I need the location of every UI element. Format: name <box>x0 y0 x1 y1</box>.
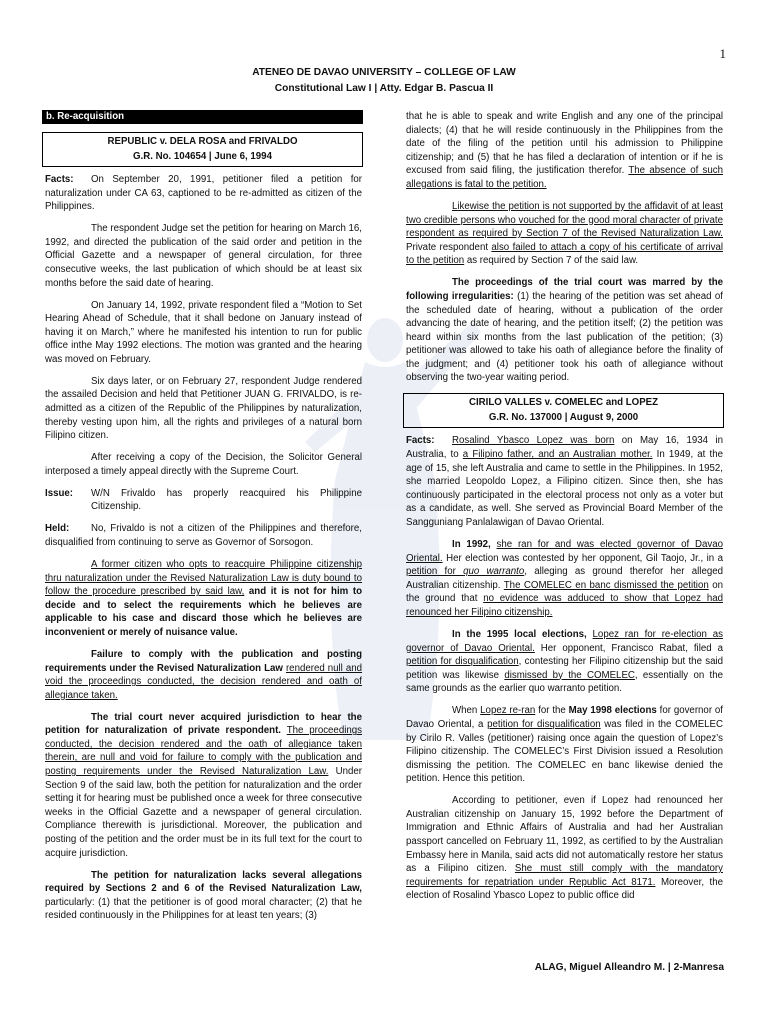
facts-paragraph <box>403 538 724 620</box>
bold-text: Failure to comply with the publication and posting requirements under the Revised Naturalization Law <box>45 648 362 674</box>
plain-text: that he is able to speak and write English and any one of the principal dialects; (4) that he will reside continuously in the Philippines from the date of the filing of the petition until his admission to Philippine citizenship; and (5) that he has filed a declaration of intention or if he is excused from said filing, the justification therefor. <box>406 111 723 177</box>
plain-text: , contesting her Filipino citizenship but the said petition was likewise <box>406 656 723 681</box>
plain-text: In 1949, at the age of 15, she left Australia and came to settle in the Philippines. In 1952, she married Leopoldo Lopez, a Filipino citizen. Since then, she has continuously participated in the electoral process not only as a voter but as a candidate, as well. She served as Provincial Board Member of the Sangguniang Panlalawigan of Davao Oriental. <box>406 449 723 529</box>
case-citation: G.R. No. 104654 | June 6, 1994 <box>133 150 272 162</box>
facts-label: Facts: <box>45 174 74 185</box>
page-number: 1 <box>719 46 726 61</box>
underlined-text: rendered null and void the proceedings conducted, the decision rendered and oath of allegiance taken. <box>45 662 363 701</box>
plain-text: as required by Section 7 of the said law. <box>464 255 639 267</box>
issue-text: W/N Frivaldo has properly reacquired his Philippine Citizenship. <box>91 487 362 513</box>
plain-text: for the <box>535 705 569 717</box>
ruling-paragraph <box>42 869 363 923</box>
facts-paragraph: Six days later, or on February 27, respondent Judge rendered the assailed Decision and held that Petitioner JUAN G. FRIVALDO, is re-admitted as a citizen of the Republic of the Philippines by naturalization, thereby vesting upon him, all the rights and privileges of a natural born Filipino citizen. <box>45 375 362 442</box>
case-citation: G.R. No. 137000 | August 9, 2000 <box>488 411 639 423</box>
page-header <box>0 65 768 96</box>
held-text: No, Frivaldo is not a citizen of the Philippines and therefore, disqualified from continuing to serve as Governor of Sorsogon. <box>45 523 362 548</box>
issue-paragraph <box>42 487 363 514</box>
plain-text: When <box>452 705 481 717</box>
plain-text: for governor of Davao Oriental, a <box>406 705 723 730</box>
underlined-text: Lopez re-ran <box>480 705 536 717</box>
underlined-text: The absence of such allegations is fatal to the petition. <box>406 165 723 190</box>
facts-text: On September 20, 1991, petitioner filed a petition for naturalization under CA 63, captioned to be re-admitted as citizen of the Philippines. <box>45 174 362 213</box>
left-column <box>42 110 363 931</box>
facts-paragraph <box>403 628 724 696</box>
facts-label: Facts: <box>406 435 435 447</box>
plain-text: particularly: (1) that the petitioner is of good moral character; (2) that he resided continuously in the Philippines for at least ten years; (3) <box>45 896 362 922</box>
facts-paragraph <box>403 434 724 529</box>
underlined-text: Lopez ran for re-election as governor of Davao Oriental. <box>406 628 723 654</box>
course-title: Constitutional Law I | Atty. Edgar B. Pascua II <box>274 82 494 94</box>
underlined-text: The proceedings conducted, the decision rendered and the oath of allegiance taken therein, are null and void for failure to comply with the publication and posting requirements under the Revised Naturalization Law. <box>45 725 362 778</box>
underlined-text <box>406 566 524 577</box>
plain-text: Her opponent, Francisco Rabat, filed a <box>534 642 723 654</box>
underlined-text: no evidence was adduced to show that Lopez had renounced her Filipino citizenship. <box>406 593 723 618</box>
issue-label: Issue: <box>45 487 73 499</box>
held-paragraph <box>42 522 363 549</box>
underlined-text: petition for disqualification <box>487 718 601 730</box>
underlined-text: petition for disqualification <box>406 656 519 668</box>
plain-text: , essentially on the same grounds as the earlier quo warranto petition. <box>406 669 723 695</box>
underlined-text: She must still comply with the mandatory requirements for repatriation under Republic Act 8171. <box>406 863 723 888</box>
case-title: REPUBLIC v. DELA ROSA and FRIVALDO <box>107 136 298 147</box>
ruling-paragraph <box>42 558 363 640</box>
bold-text: The proceedings of the trial court was marred by the following irregularities: <box>406 277 723 302</box>
underlined-text: Rosalind Ybasco Lopez was born <box>452 435 615 447</box>
facts-paragraph <box>403 704 724 786</box>
underlined-text: petition for <box>406 566 464 578</box>
ruling-paragraph <box>403 200 724 268</box>
underlined-text: she ran for and was elected governor of Davao Oriental. <box>406 539 723 564</box>
underlined-text: also failed to attach a copy of his certificate of arrival to the petition <box>406 241 723 267</box>
bold-text: May 1998 elections <box>568 705 657 717</box>
bold-text: and it is not for him to decide and to select the requirements which he believes are applicable to his case and discard those which he believes are inconvenient or merely of nuisance value. <box>45 586 362 638</box>
underlined-text: A former citizen who opts to reacquire Philippine citizenship thru naturalization under the Revised Naturalization Law is duty bound to follow the procedure prescribed by said law, <box>45 558 362 598</box>
ruling-paragraph <box>42 648 363 702</box>
plain-text: Private respondent <box>406 241 492 253</box>
section-heading: b. Re-acquisition <box>42 110 363 124</box>
institution-title: ATENEO DE DAVAO UNIVERSITY – COLLEGE OF LAW <box>252 67 516 78</box>
plain-text: Moreover, the election of Rosalind Ybasco Lopez to public office did <box>406 876 723 902</box>
case-header-box <box>42 132 363 167</box>
plain-text: Her election was contested by her opponent, Gil Taojo, Jr., in a <box>442 552 723 564</box>
facts-paragraph: On January 14, 1992, private respondent filed a “Motion to Set Hearing Ahead of Schedule, that it shall bedone on January instead of having it on March,” where he manifested his intention to run for public office inthe May 1992 elections. The motion was granted and the hearing was moved on February. <box>45 299 362 365</box>
plain-text: (1) the hearing of the petition was set ahead of the scheduled date of hearing, without a publication of the order advancing the date of hearing, and the petition itself; (2) the petition was heard within six months from the last publication of the petition; (3) petitioner was allowed to take his oath of allegiance before the finality of the judgment; and (4) petitioner took his oath of allegiance without observing the two-year waiting period. <box>406 290 723 384</box>
underlined-text: Likewise the petition is not supported by the affidavit of at least two credible persons who vouched for the good moral character of private respondent as required by Section 7 of the Revised Naturalization Law. <box>406 200 723 240</box>
underlined-text: a Filipino father, and an Australian mother. <box>462 449 653 461</box>
case-header-box <box>403 393 724 428</box>
plain-text: According to petitioner, even if Lopez had renounced her Australian citizenship on January 15, 1992 before the Department of Immigration and Ethnic Affairs of Australia and had her Australian passport cancelled on February 11, 1992, as certified to by the Australian Embassy here in Manila, said acts did not automatically restore her status as a Filipino citizen. <box>406 795 723 875</box>
plain-text: Under Section 9 of the said law, both the petition for naturalization and the order setting it for hearing must be published once a week for three consecutive weeks in the Official Gazette and a newspaper of general circulation. Compliance therewith is jurisdictional. Moreover, the publication and posting of the petition and the order must be in its full text for the court to acquire jurisdiction. <box>45 766 362 859</box>
right-column <box>403 110 724 911</box>
facts-paragraph: After receiving a copy of the Decision, the Solicitor General interposed a timely appeal directly with the Supreme Court. <box>45 452 362 477</box>
facts-paragraph <box>403 794 724 903</box>
author-footer: ALAG, Miguel Alleandro M. | 2-Manresa <box>534 962 724 973</box>
underlined-text: dismissed by the COMELEC <box>504 669 635 681</box>
underlined-text: The COMELEC en banc dismissed the petition <box>503 579 709 591</box>
bold-text: The trial court never acquired jurisdiction to hear the petition for naturalization of private respondent. <box>45 711 362 737</box>
held-label: Held: <box>45 523 70 535</box>
ruling-paragraph-continued <box>403 110 724 192</box>
plain-text: was filed in the COMELEC by Cirilo R. Valles (petitioner) raising once again the question of Lopez’s Filipino citizenship. The COMELEC’s First Division issued a Resolution dismissing the petition. The COMELEC en banc likewise denied the petition. Hence this petition. <box>406 718 724 785</box>
italic-text: quo warranto <box>463 566 525 578</box>
plain-text: on the ground that <box>406 579 723 605</box>
ruling-paragraph <box>42 711 363 861</box>
facts-paragraph: The respondent Judge set the petition for hearing on March 16, 1992, and directed the publication of the said order and petition in the Official Gazette and a newspaper of general circulation, for three consecutive weeks, the last publication of which should be at least six months before the said date of hearing. <box>45 223 362 289</box>
ruling-paragraph <box>403 276 724 385</box>
facts-paragraph <box>42 173 363 214</box>
case-title: CIRILO VALLES v. COMELEC and LOPEZ <box>468 397 659 409</box>
bold-text: In the 1995 local elections, <box>452 628 593 640</box>
plain-text: on May 16, 1934 in Australia, to <box>406 435 723 461</box>
bold-text: In 1992, <box>452 539 497 550</box>
plain-text: , alleging as ground therefor her alleged Australian citizenship. <box>406 566 723 591</box>
bold-text: The petition for naturalization lacks several allegations required by Sections 2 and 6 of the Revised Naturalization Law, <box>45 869 362 895</box>
